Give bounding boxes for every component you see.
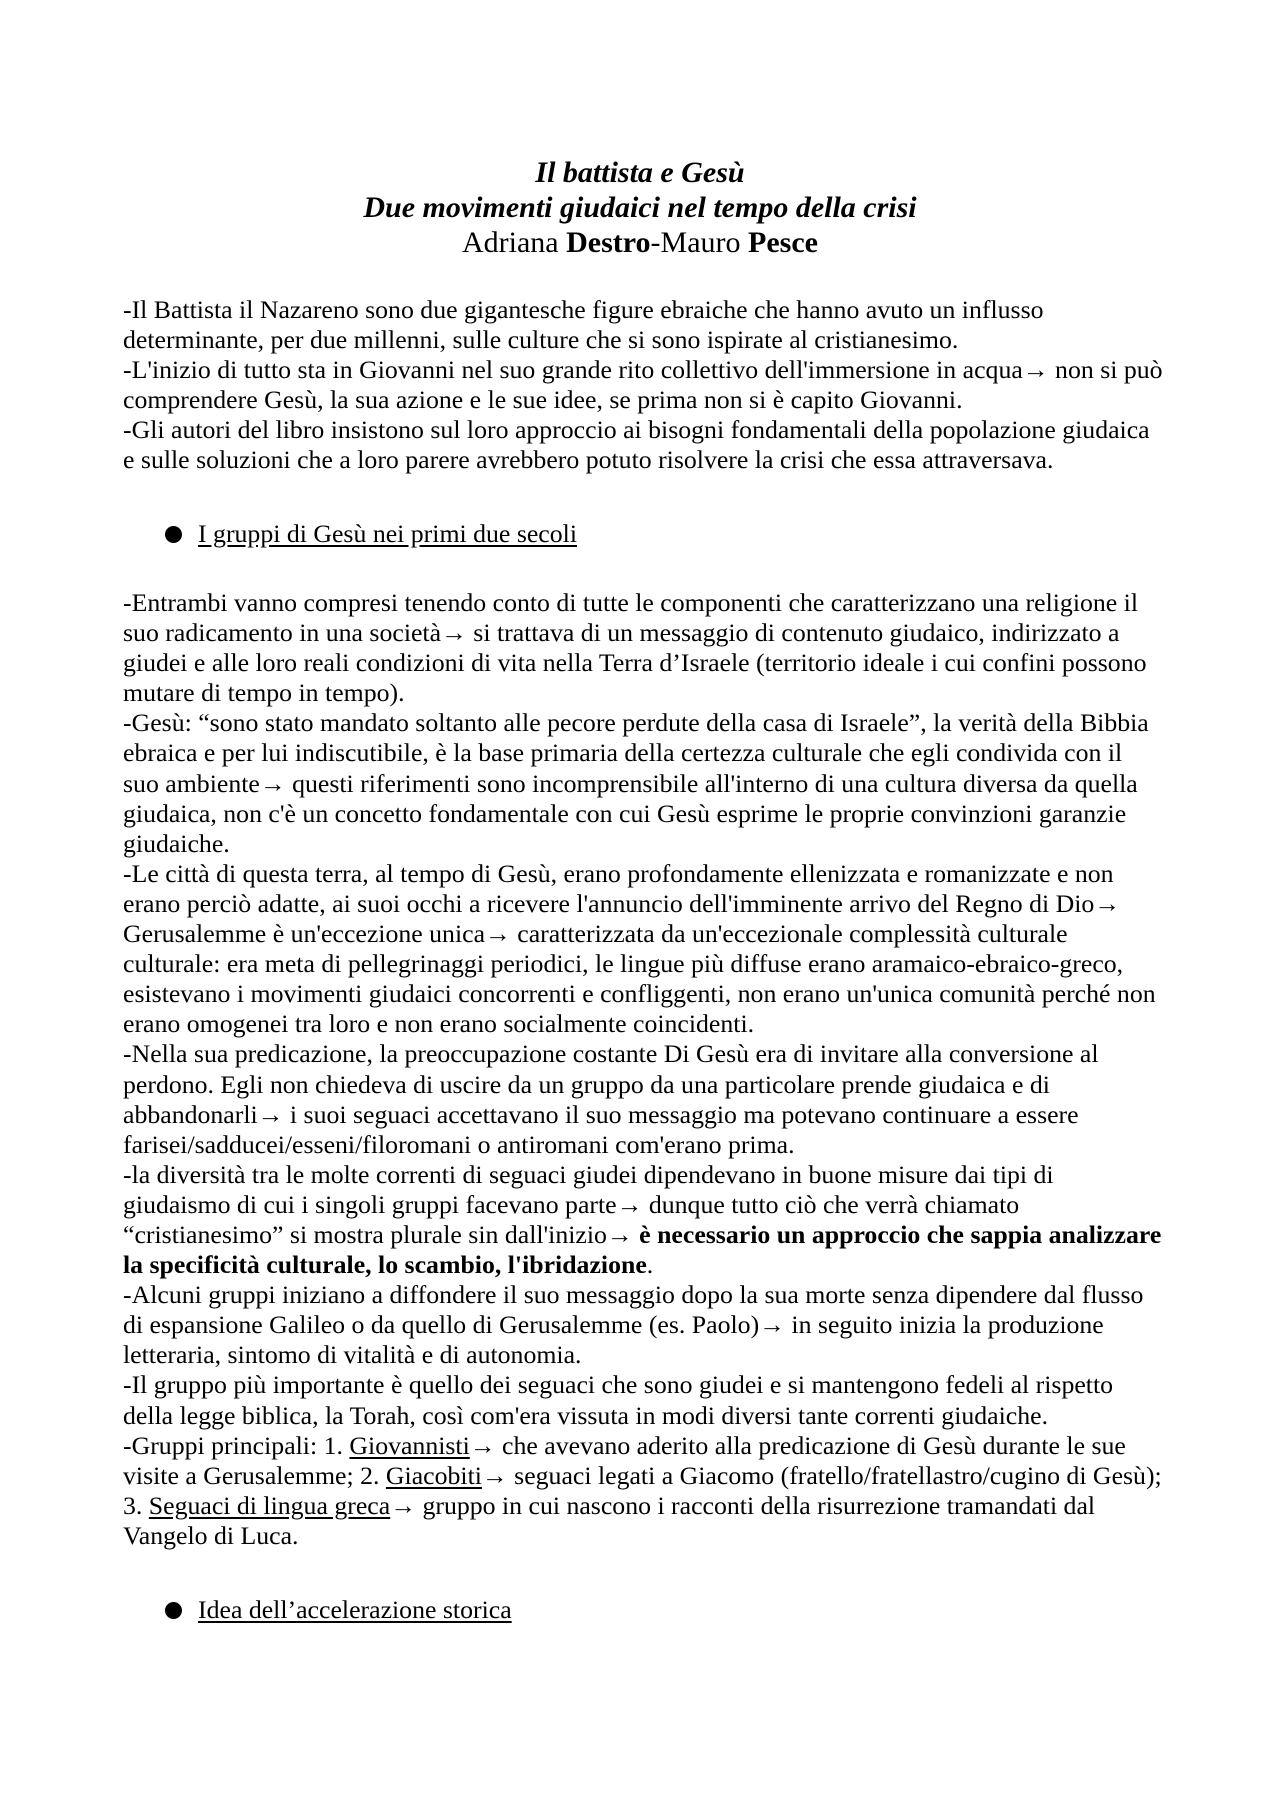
text-segment: -Entrambi vanno compresi tenendo conto di tutte le componenti che caratterizzano una religione il [123,588,1139,617]
intro-paragraphs [123,295,1183,476]
document-subtitle: Due movimenti giudaici nel tempo della crisi [363,191,917,224]
section-heading-text: Idea dell’accelerazione storica [198,1595,512,1624]
text-segment: -Il Battista il Nazareno sono due gigantesche figure ebraiche che hanno avuto un influsso [123,295,1044,324]
text-segment: -Il gruppo più importante è quello dei seguaci che sono giudei e si mantengono fedeli al rispetto [123,1370,1114,1400]
text-line [123,1310,1183,1340]
text-segment: -Gesù: “sono stato mandato soltanto alle pecore perdute della casa di Israele”, la verità della Bibbia [123,708,1149,738]
text-segment: giudaismo di cui i singoli gruppi facevano parte→ dunque tutto ciò che verrà chiamato [123,1189,1020,1219]
text-segment: letteraria, sintomo di vitalità e di autonomia. [123,1340,582,1370]
underlined-text: Giacobiti [385,1460,482,1490]
bullet-icon [165,526,182,543]
text-line [123,588,1183,618]
text-line [123,648,1183,678]
text-segment: esistevano i movimenti giudaici concorrenti e confliggenti, non erano un'unica comunità perché non [123,979,1156,1009]
text-segment: -la diversità tra le molte correnti di seguaci giudei dipendevano in buone misure dai tipi di [123,1159,1054,1189]
text-line [123,355,1183,385]
text-segment: di espansione Galileo o da quello di Gerusalemme (es. Paolo)→ in seguito inizia la produzione [123,1310,1104,1340]
body-paragraphs [123,588,1183,1551]
underlined-text: Seguaci di lingua greca [148,1490,391,1520]
text-line [123,708,1183,738]
text-segment: → gruppo in cui nascono i racconti della risurrezione tramandati dal [390,1490,1096,1520]
text-segment: “cristianesimo” si mostra plurale sin dall'inizio→ [123,1219,640,1249]
author1-last: Destro [566,226,651,259]
text-segment: abbandonarli→ i suoi seguaci accettavano il suo messaggio ma potevano continuare a essere [123,1099,1079,1129]
text-line [123,1039,1183,1069]
text-segment: → seguaci legati a Giacomo (fratello/fratellastro/cugino di Gesù); [481,1460,1162,1490]
text-line [123,445,1183,475]
text-line [123,1009,1183,1039]
text-line [123,769,1183,799]
text-line [123,1250,1183,1280]
text-segment: giudaica, non c'è un concetto fondamentale con cui Gesù esprime le proprie convinzioni garanzie [123,798,1127,828]
authors [0,225,1280,260]
text-segment: -Nella sua predicazione, la preoccupazione costante Di Gesù era di invitare alla conversione al [123,1039,1099,1069]
text-line [123,1340,1183,1370]
bullet-icon [165,1602,182,1619]
text-line [123,1220,1183,1250]
author2-last: Pesce [748,226,818,259]
section-heading-1 [165,519,577,549]
text-segment: culturale: era meta di pellegrinaggi periodici, le lingue più diffuse erano aramaico-ebraico-greco, [123,949,1124,979]
text-segment: -Alcuni gruppi iniziano a diffondere il suo messaggio dopo la sua morte senza dipendere dal flusso [123,1280,1144,1310]
text-segment: farisei/sadducei/esseni/filoromani o antiromani com'erano prima. [123,1129,795,1159]
text-segment: erano omogenei tra loro e non erano socialmente coincidenti. [123,1009,755,1039]
text-line [123,1370,1183,1400]
text-line [123,979,1183,1009]
text-segment: 3. [123,1490,149,1520]
text-line [123,919,1183,949]
text-segment: → che avevano aderito alla predicazione di Gesù durante le sue [469,1430,1126,1460]
text-line [123,1401,1183,1431]
text-line [123,1280,1183,1310]
text-segment: -L'inizio di tutto sta in Giovanni nel suo grande rito collettivo dell'immersione in acqua→ non si può [123,355,1163,385]
text-segment: visite a Gerusalemme; 2. [123,1460,386,1490]
underlined-text: Giovannisti [349,1430,470,1460]
text-line [123,859,1183,889]
author-separator: -Mauro [650,226,749,259]
text-segment: suo radicamento in una società→ si trattava di un messaggio di contenuto giudaico, indirizzato a [123,618,1120,648]
text-line [123,799,1183,829]
text-line [123,1521,1183,1551]
text-line [123,1160,1183,1190]
text-segment: ebraica e per lui indiscutibile, è la base primaria della certezza culturale che egli condivida con il [123,738,1123,768]
text-line [123,1070,1183,1100]
text-line [123,325,1183,355]
text-segment: Vangelo di Luca. [123,1520,299,1550]
text-segment: giudaiche. [123,828,230,858]
document-title: Il battista e Gesù [535,156,745,189]
text-segment: della legge biblica, la Torah, così com'era vissuta in modi diversi tante correnti giudaiche. [123,1400,1049,1430]
text-line [123,1461,1183,1491]
text-line [123,1130,1183,1160]
text-segment: comprendere Gesù, la sua azione e le sue idee, se prima non si è capito Giovanni. [123,385,963,415]
text-segment: mutare di tempo in tempo). [123,678,405,708]
text-segment: -Gli autori del libro insistono sul loro approccio ai bisogni fondamentali della popolazione giudaica [123,415,1150,445]
text-line [123,295,1183,325]
text-segment: -Le città di questa terra, al tempo di Gesù, erano profondamente ellenizzata e romanizzate e non [123,858,1114,888]
text-line [123,678,1183,708]
text-segment: -Gruppi principali: 1. [123,1430,350,1460]
text-line [123,829,1183,859]
author1-first: Adriana [462,226,567,259]
bold-text: la specificità culturale, lo scambio, l'ibridazione [123,1250,647,1280]
text-line [123,949,1183,979]
text-segment: Gerusalemme è un'eccezione unica→ caratterizzata da un'eccezionale complessità culturale [123,919,1068,949]
text-segment: giudei e alle loro reali condizioni di vita nella Terra d’Israele (territorio ideale i cui confini possono [123,648,1147,678]
text-line [123,385,1183,415]
text-line [123,1431,1183,1461]
text-segment: e sulle soluzioni che a loro parere avrebbero potuto risolvere la crisi che essa attraversava. [123,445,1054,475]
text-line [123,1100,1183,1130]
text-line [123,889,1183,919]
text-segment: suo ambiente→ questi riferimenti sono incomprensibile all'interno di una cultura diversa da quella [123,768,1138,798]
text-line [123,738,1183,768]
text-segment: . [646,1250,654,1280]
section-heading-2 [165,1595,512,1625]
text-line [123,415,1183,445]
text-segment: perdono. Egli non chiedeva di uscire da un gruppo da una particolare prende giudaica e di [123,1069,1050,1099]
text-line [123,618,1183,648]
bold-text: è necessario un approccio che sappia analizzare [639,1219,1162,1249]
section-heading-text: I gruppi di Gesù nei primi due secoli [198,519,577,548]
text-segment: erano perciò adatte, ai suoi occhi a ricevere l'annuncio dell'imminente arrivo del Regno di Dio→ [123,888,1121,918]
text-segment: determinante, per due millenni, sulle culture che si sono ispirate al cristianesimo. [123,325,959,355]
text-line [123,1491,1183,1521]
text-line [123,1190,1183,1220]
